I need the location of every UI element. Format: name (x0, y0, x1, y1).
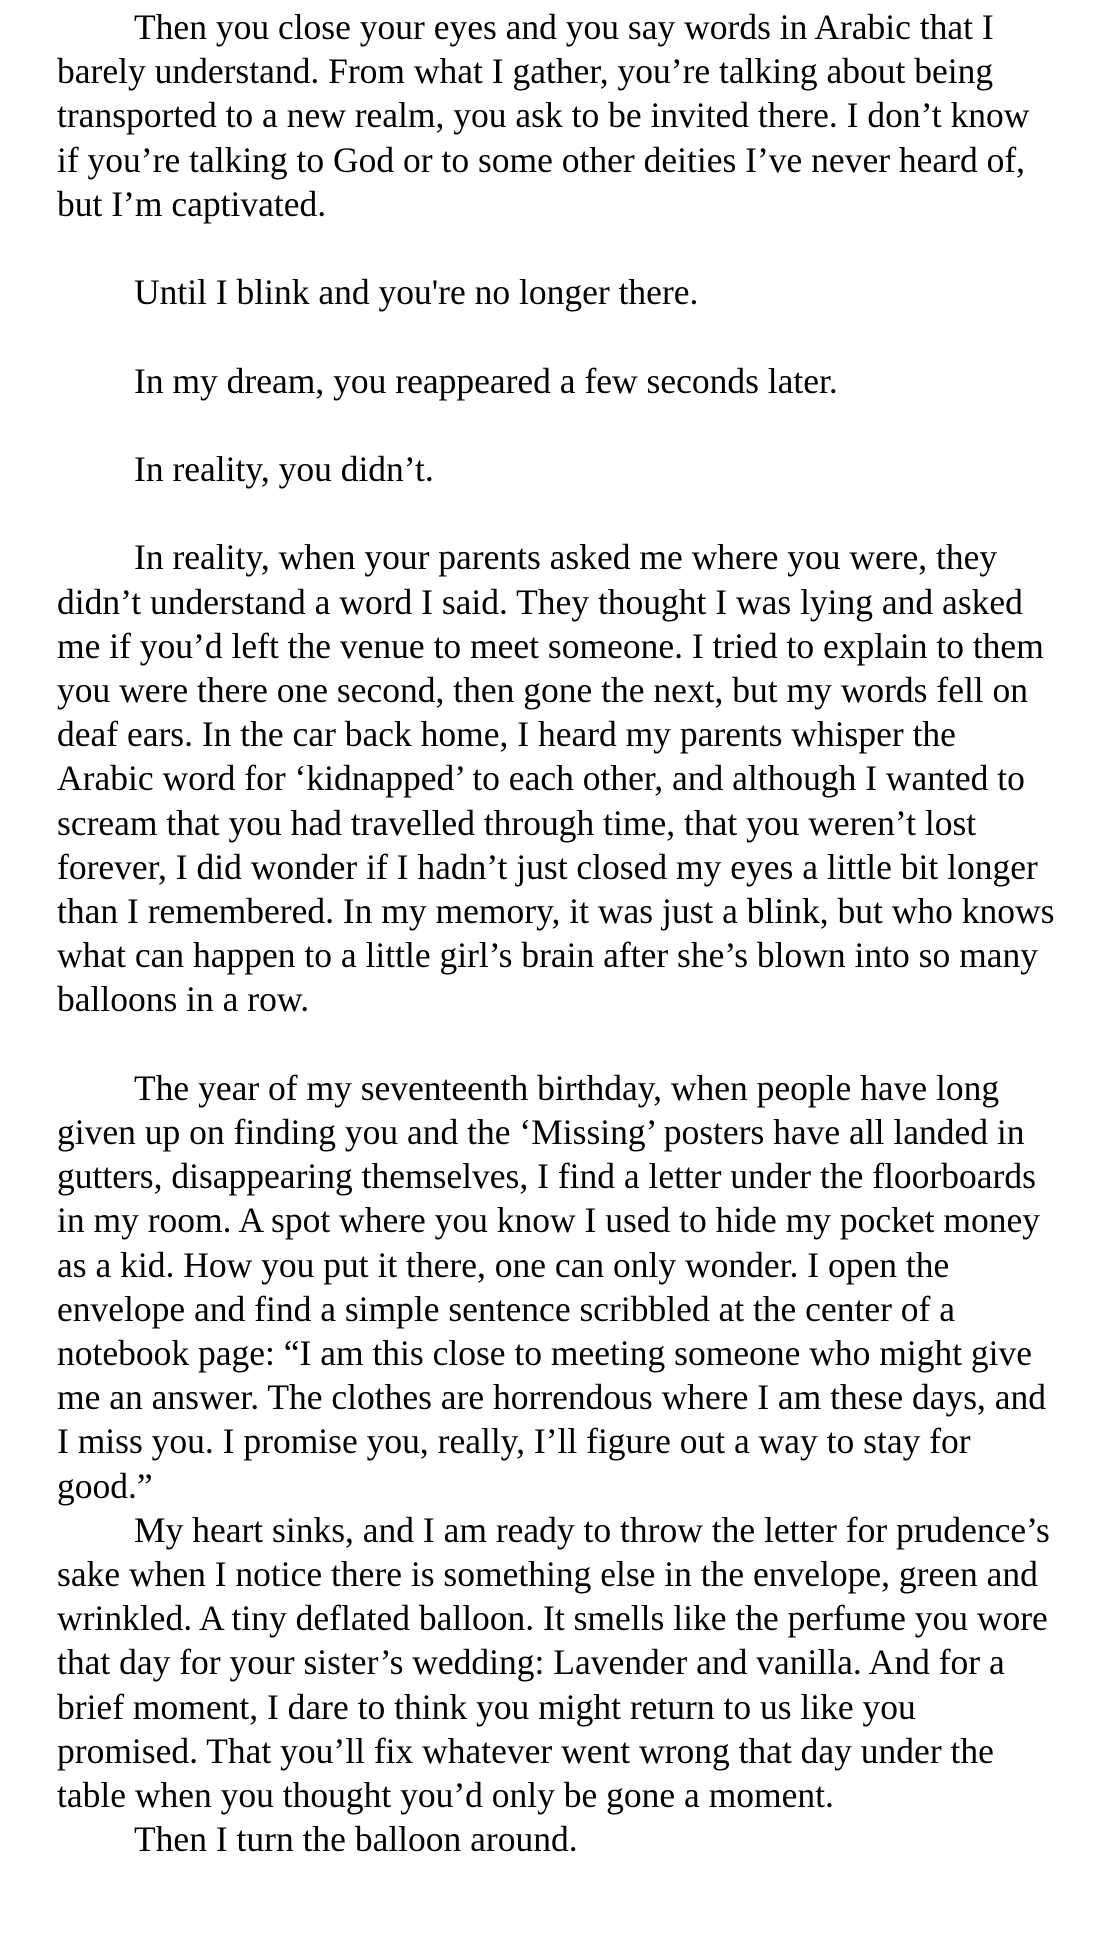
paragraph-reality-long: In reality, when your parents asked me where you were, they didn’t understand a word I said. They thought I was lying and asked me if you’d left the venue to meet someone. I tried to explain to them you were there one second, then gone the next, but my words fell on deaf ears. In the car back home, I heard my parents whisper the Arabic word for ‘kidnapped’ to each other, and although I wanted to scream that you had travelled through time, that you weren’t lost forever, I did wonder if I hadn’t just closed my eyes a little bit longer than I remembered. In my memory, it was just a blink, but who knows what can happen to a little girl’s brain after she’s blown into so many balloons in a row. (57, 537, 1055, 1020)
paragraph-heart-sinks: My heart sinks, and I am ready to throw the letter for prudence’s sake when I notice there is something else in the envelope, green and wrinkled. A tiny deflated balloon. It smells like the perfume you wore that day for your sister’s wedding: Lavender and vanilla. And for a brief moment, I dare to think you might return to us like you promised. That you’ll fix whatever went wrong that day under the table when you thought you’d only be gone a moment. (57, 1509, 1050, 1816)
paragraph-dream: In my dream, you reappeared a few seconds later. (134, 360, 838, 401)
paragraph-arabic-words: Then you close your eyes and you say words in Arabic that I barely understand. From what I gather, you’re talking about being transported to a new realm, you ask to be invited there. I don’t know if you’re talking to God or to some other deities I’ve never heard of, but I’m captivated. (57, 7, 1030, 224)
paragraph-turn-balloon: Then I turn the balloon around. (134, 1819, 578, 1860)
paragraph-reality-short: In reality, you didn’t. (134, 448, 434, 489)
paragraph-seventeenth-birthday: The year of my seventeenth birthday, when people have long given up on finding you and the ‘Missing’ posters have all landed in gutters, disappearing themselves, I find a letter under the floorboards in my room. A spot where you know I used to hide my pocket money as a kid. How you put it there, one can only wonder. I open the envelope and find a simple sentence scribbled at the center of a notebook page: “I am this close to meeting someone who might give me an answer. The clothes are horrendous where I am these days, and I miss you. I promise you, really, I’ll figure out a way to stay for good.” (57, 1067, 1047, 1506)
paragraph-blink: Until I blink and you're no longer there. (134, 272, 699, 313)
document-page (57, 5, 1057, 1861)
